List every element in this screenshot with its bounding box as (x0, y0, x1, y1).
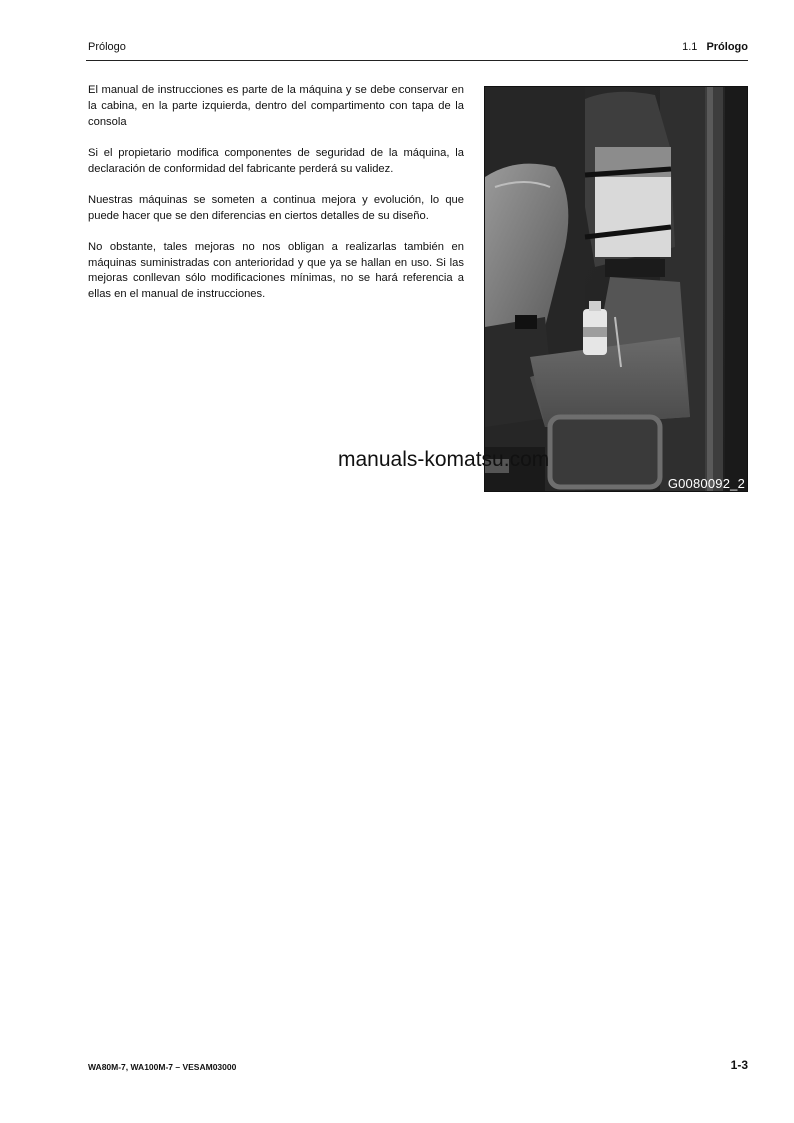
header-section-right (682, 41, 748, 53)
paragraph: No obstante, tales mejoras no nos obligan a realizarlas también en máquinas suministradas con anterioridad y que ya se hallan en uso. Si las mejoras conllevan sólo modificaciones mínimas, no se hará referencia a ellas en el manual de instrucciones. (88, 240, 464, 301)
paragraph: Si el propietario modifica componentes de seguridad de la máquina, la declaración de conformidad del fabricante perderá su validez. (88, 146, 464, 175)
paragraph: El manual de instrucciones es parte de la máquina y se debe conservar en la cabina, en la parte izquierda, dentro del compartimento con tapa de la consola (88, 84, 464, 128)
footer-models: WA80M-7, WA100M-7 – VESAM03000 (88, 1062, 237, 1072)
cabin-console-photo (484, 86, 748, 492)
footer-page-number: 1-3 (730, 1058, 748, 1072)
body-text (88, 83, 464, 318)
header-section-left: Prólogo (88, 41, 126, 53)
paragraph: Nuestras máquinas se someten a continua mejora y evolución, lo que puede hacer que se den diferencias en ciertos detalles de su diseño. (88, 193, 464, 222)
header-divider (86, 60, 748, 61)
watermark: manuals-komatsu.com (338, 448, 550, 471)
header-section-number: 1.1 (682, 41, 698, 53)
figure-code: G0080092_2 (667, 476, 745, 491)
console-compartment-illustration (485, 87, 747, 491)
header-section-title: Prólogo (706, 41, 748, 53)
